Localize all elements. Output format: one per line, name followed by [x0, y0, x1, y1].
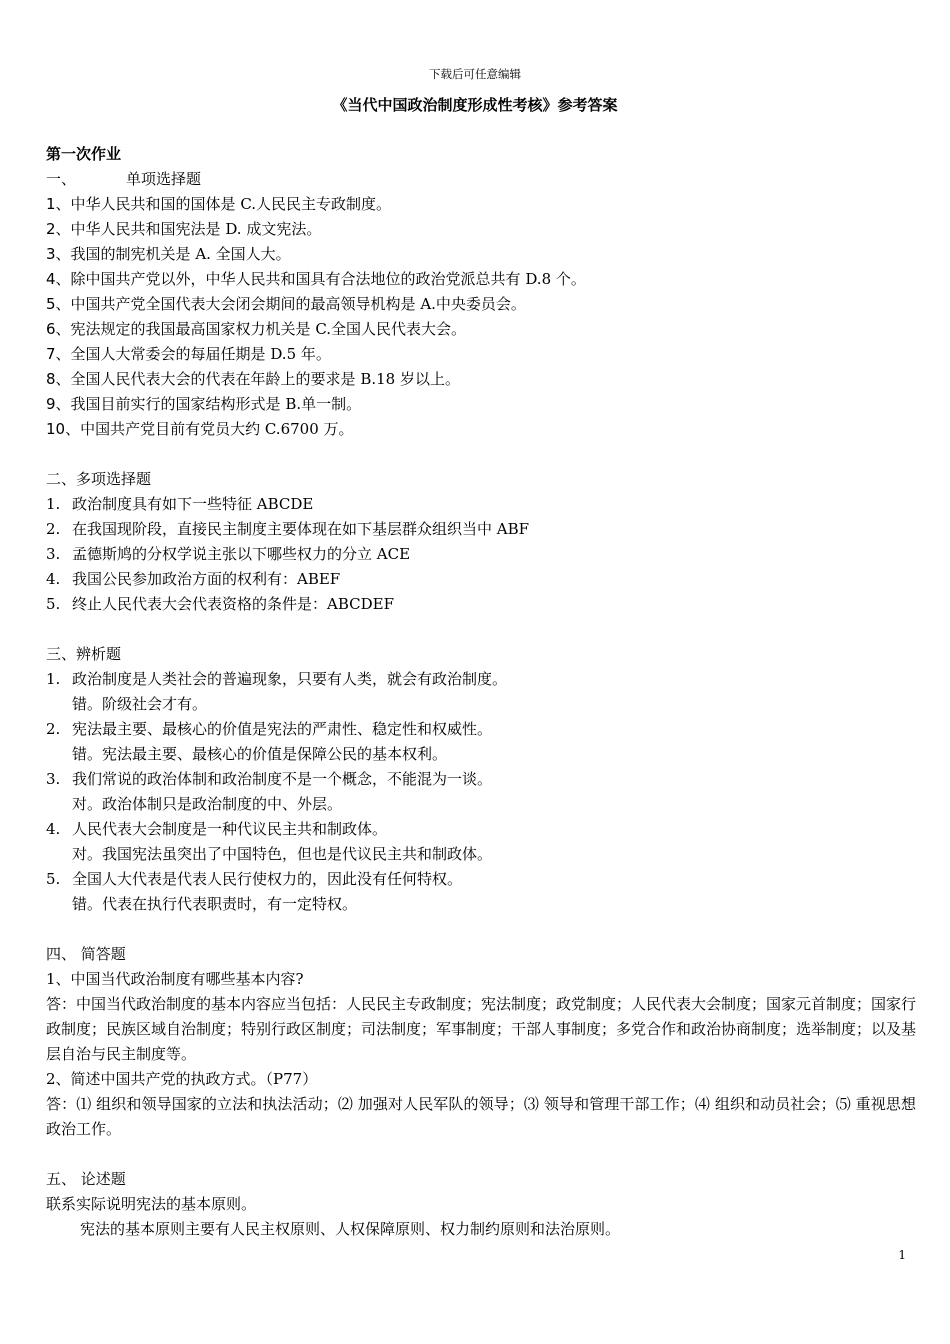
- list-item: 5、中国共产党全国代表大会闭会期间的最高领导机构是 A.中央委员会。: [46, 295, 526, 313]
- section3-list: [46, 667, 916, 917]
- list-item: 8、全国人民代表大会的代表在年龄上的要求是 B.18 岁以上。: [46, 370, 460, 388]
- answer-2: 答：⑴ 组织和领导国家的立法和执法活动；⑵ 加强对人民军队的领导；⑶ 领导和管理干部工作；⑷ 组织和动员社会；⑸ 重视思想政治工作。: [46, 1095, 916, 1138]
- page-header: 下载后可任意编辑: [429, 67, 521, 81]
- page-number: 1: [898, 1248, 906, 1262]
- list-item: 5. 全国人大代表是代表人民行使权力的，因此没有任何特权。: [46, 870, 463, 888]
- list-item-answer: 对。我国宪法虽突出了中国特色，但也是代议民主共和制政体。: [72, 845, 493, 863]
- list-item: 3、我国的制宪机关是 A. 全国人大。: [46, 245, 291, 263]
- list-item: 1. 政治制度是人类社会的普遍现象，只要有人类，就会有政治制度。: [46, 670, 508, 688]
- section1-index: 一、: [46, 170, 77, 188]
- list-item: 2、中华人民共和国宪法是 D. 成文宪法。: [46, 220, 322, 238]
- list-item: 9、我国目前实行的国家结构形式是 B.单一制。: [46, 395, 362, 413]
- section2-list: [46, 492, 916, 617]
- section1-heading: [46, 167, 916, 192]
- assignment-heading: 第一次作业: [46, 145, 122, 163]
- list-item: 2. 宪法最主要、最核心的价值是宪法的严肃性、稳定性和权威性。: [46, 720, 493, 738]
- question-2: 2、简述中国共产党的执政方式。（P77）: [46, 1070, 318, 1088]
- list-item: 7、全国人大常委会的每届任期是 D.5 年。: [46, 345, 331, 363]
- essay-question: 联系实际说明宪法的基本原则。: [46, 1195, 257, 1213]
- document-body: [46, 142, 916, 1242]
- section1-title: 单项选择题: [126, 170, 202, 188]
- list-item: 2. 在我国现阶段，直接民主制度主要体现在如下基层群众组织当中 ABF: [46, 520, 530, 538]
- document-title: 《当代中国政治制度形成性考核》参考答案: [332, 96, 618, 114]
- answer-1: 答：中国当代政治制度的基本内容应当包括：人民民主专政制度；宪法制度；政党制度；人民代表大会制度；国家元首制度；国家行政制度；民族区域自治制度；特别行政区制度；司法制度；军事制度；干部人事制度；多党合作和政治协商制度；选举制度；以及基层自治与民主制度等。: [46, 995, 917, 1063]
- list-item: 4、除中国共产党以外，中华人民共和国具有合法地位的政治党派总共有 D.8 个。: [46, 270, 586, 288]
- list-item-answer: 错。代表在执行代表职责时，有一定特权。: [72, 895, 358, 913]
- list-item: 6、宪法规定的我国最高国家权力机关是 C.全国人民代表大会。: [46, 320, 467, 338]
- section1-list: [46, 192, 916, 442]
- list-item: 1. 政治制度具有如下一些特征 ABCDE: [46, 495, 314, 513]
- list-item: 3. 我们常说的政治体制和政治制度不是一个概念，不能混为一谈。: [46, 770, 493, 788]
- list-item: 5. 终止人民代表大会代表资格的条件是：ABCDEF: [46, 595, 394, 613]
- section4-heading: 四、 简答题: [46, 945, 126, 963]
- section3-heading: 三、辨析题: [46, 645, 122, 663]
- list-item: 1、中华人民共和国的国体是 C.人民民主专政制度。: [46, 195, 392, 213]
- section5-heading: 五、 论述题: [46, 1170, 126, 1188]
- list-item-answer: 错。宪法最主要、最核心的价值是保障公民的基本权利。: [72, 745, 448, 763]
- list-item-answer: 对。政治体制只是政治制度的中、外层。: [72, 795, 343, 813]
- question-1: 1、中国当代政治制度有哪些基本内容?: [46, 970, 304, 988]
- list-item: 10、中国共产党目前有党员大约 C.6700 万。: [46, 420, 354, 438]
- essay-answer: 宪法的基本原则主要有人民主权原则、人权保障原则、权力制约原则和法治原则。: [80, 1220, 621, 1238]
- list-item: 4. 人民代表大会制度是一种代议民主共和制政体。: [46, 820, 388, 838]
- section2-heading: 二、多项选择题: [46, 470, 152, 488]
- list-item-answer: 错。阶级社会才有。: [72, 695, 208, 713]
- list-item: 4. 我国公民参加政治方面的权利有：ABEF: [46, 570, 341, 588]
- list-item: 3. 孟德斯鸠的分权学说主张以下哪些权力的分立 ACE: [46, 545, 411, 563]
